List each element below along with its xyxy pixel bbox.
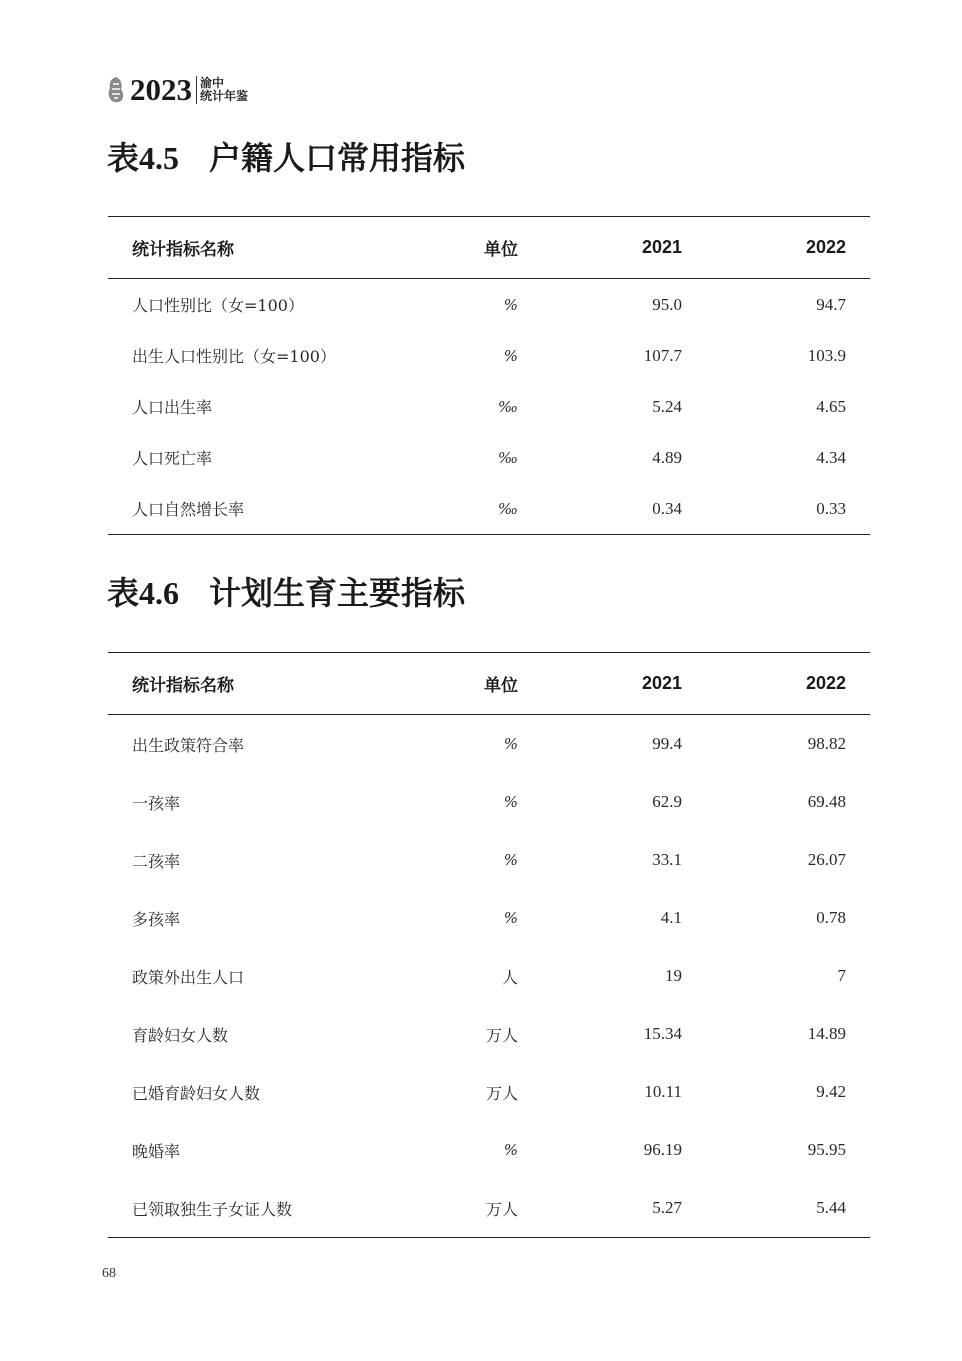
- column-header-name: 统计指标名称: [132, 240, 234, 260]
- row-value-2022: 94.7: [816, 294, 846, 314]
- table-row: [108, 432, 870, 483]
- row-unit: %: [503, 1141, 518, 1159]
- row-name: 出生人口性别比（女=100）: [132, 347, 336, 366]
- table-row: [108, 1121, 870, 1179]
- table-row: [108, 889, 870, 947]
- page-number: 68: [102, 1266, 116, 1281]
- row-value-2021: 15.34: [643, 1024, 682, 1043]
- row-value-2022: 0.33: [816, 498, 846, 518]
- row-value-2022: 0.78: [816, 908, 846, 927]
- yearbook-subtitle: [196, 76, 248, 104]
- table-4-6-title: [107, 573, 465, 613]
- row-name: 人口自然增长率: [132, 500, 245, 519]
- table-4-5: [108, 216, 870, 535]
- row-name: 育龄妇女人数: [132, 1025, 229, 1045]
- row-name: 二孩率: [132, 851, 181, 871]
- district-logo-icon: [106, 76, 126, 104]
- table-row: [108, 330, 870, 381]
- row-value-2021: 0.34: [652, 498, 682, 518]
- column-header-2022: 2022: [805, 673, 846, 693]
- table-row: [108, 483, 870, 534]
- row-unit: ‰: [497, 499, 518, 518]
- row-unit: 万人: [485, 1025, 518, 1045]
- row-value-2022: 95.95: [807, 1140, 846, 1159]
- table-4-6-title-text: 计划生育主要指标: [209, 574, 466, 612]
- column-header-2022: 2022: [805, 237, 846, 257]
- row-value-2022: 9.42: [816, 1082, 846, 1101]
- row-value-2022: 98.82: [807, 734, 846, 753]
- row-name: 已领取独生子女证人数: [132, 1199, 293, 1219]
- row-value-2022: 7: [837, 966, 846, 985]
- row-name: 人口死亡率: [132, 449, 213, 468]
- row-name: 一孩率: [132, 793, 181, 813]
- table-4-5-title: [107, 138, 465, 178]
- table-row: [108, 1179, 870, 1237]
- row-value-2022: 26.07: [807, 850, 846, 869]
- yearbook-subtitle-line2: 统计年鉴: [200, 89, 249, 103]
- row-value-2021: 62.9: [652, 792, 682, 811]
- table-row: [108, 1063, 870, 1121]
- yearbook-year: 2023: [130, 72, 192, 107]
- table-body: [108, 279, 870, 534]
- row-value-2021: 4.89: [652, 447, 682, 467]
- row-name: 多孩率: [132, 909, 181, 929]
- row-unit: 万人: [485, 1199, 518, 1219]
- table-4-5-number: 表4.5: [107, 140, 180, 176]
- table-row: [108, 381, 870, 432]
- column-header-unit: 单位: [484, 676, 518, 696]
- row-unit: %: [503, 851, 518, 869]
- column-header-name: 统计指标名称: [132, 676, 234, 696]
- row-name: 政策外出生人口: [132, 967, 245, 987]
- table-row: [108, 279, 870, 330]
- row-value-2022: 69.48: [807, 792, 846, 811]
- row-value-2021: 96.19: [643, 1140, 682, 1159]
- table-4-5-title-text: 户籍人口常用指标: [209, 139, 466, 177]
- table-row: [108, 831, 870, 889]
- row-unit: %: [503, 346, 518, 365]
- row-value-2021: 10.11: [644, 1082, 682, 1101]
- row-value-2022: 14.89: [807, 1024, 846, 1043]
- yearbook-subtitle-line1: 渝中: [200, 76, 225, 90]
- row-value-2022: 4.34: [816, 447, 846, 467]
- table-row: [108, 773, 870, 831]
- row-unit: ‰: [497, 397, 518, 416]
- column-header-2021: 2021: [641, 673, 682, 693]
- row-unit: %: [503, 909, 518, 927]
- column-header-unit: 单位: [484, 240, 518, 260]
- row-value-2021: 99.4: [652, 734, 682, 753]
- row-value-2022: 5.44: [816, 1198, 846, 1217]
- table-body: [108, 715, 870, 1237]
- row-value-2022: 4.65: [816, 396, 846, 416]
- table-header-row: [108, 217, 870, 279]
- table-row: [108, 1005, 870, 1063]
- row-unit: ‰: [497, 448, 518, 467]
- row-value-2021: 5.27: [652, 1198, 682, 1217]
- row-value-2021: 33.1: [652, 850, 682, 869]
- table-4-6: [108, 652, 870, 1238]
- row-name: 晚婚率: [132, 1141, 181, 1161]
- row-value-2021: 95.0: [652, 294, 682, 314]
- row-name: 人口性别比（女=100）: [132, 296, 304, 315]
- row-name: 出生政策符合率: [132, 735, 245, 755]
- yearbook-brand: [106, 74, 248, 106]
- row-unit: %: [503, 735, 518, 753]
- row-value-2021: 4.1: [660, 908, 682, 927]
- table-header-row: [108, 653, 870, 715]
- row-unit: 万人: [485, 1083, 518, 1103]
- row-value-2021: 107.7: [643, 345, 682, 365]
- row-name: 人口出生率: [132, 398, 213, 417]
- row-value-2022: 103.9: [807, 345, 846, 365]
- table-4-6-number: 表4.6: [107, 575, 180, 611]
- table-row: [108, 947, 870, 1005]
- row-value-2021: 5.24: [652, 396, 682, 416]
- row-unit: %: [503, 295, 518, 314]
- row-name: 已婚育龄妇女人数: [132, 1083, 261, 1103]
- column-header-2021: 2021: [641, 237, 682, 257]
- row-unit: 人: [501, 967, 518, 987]
- row-value-2021: 19: [665, 966, 682, 985]
- table-row: [108, 715, 870, 773]
- row-unit: %: [503, 793, 518, 811]
